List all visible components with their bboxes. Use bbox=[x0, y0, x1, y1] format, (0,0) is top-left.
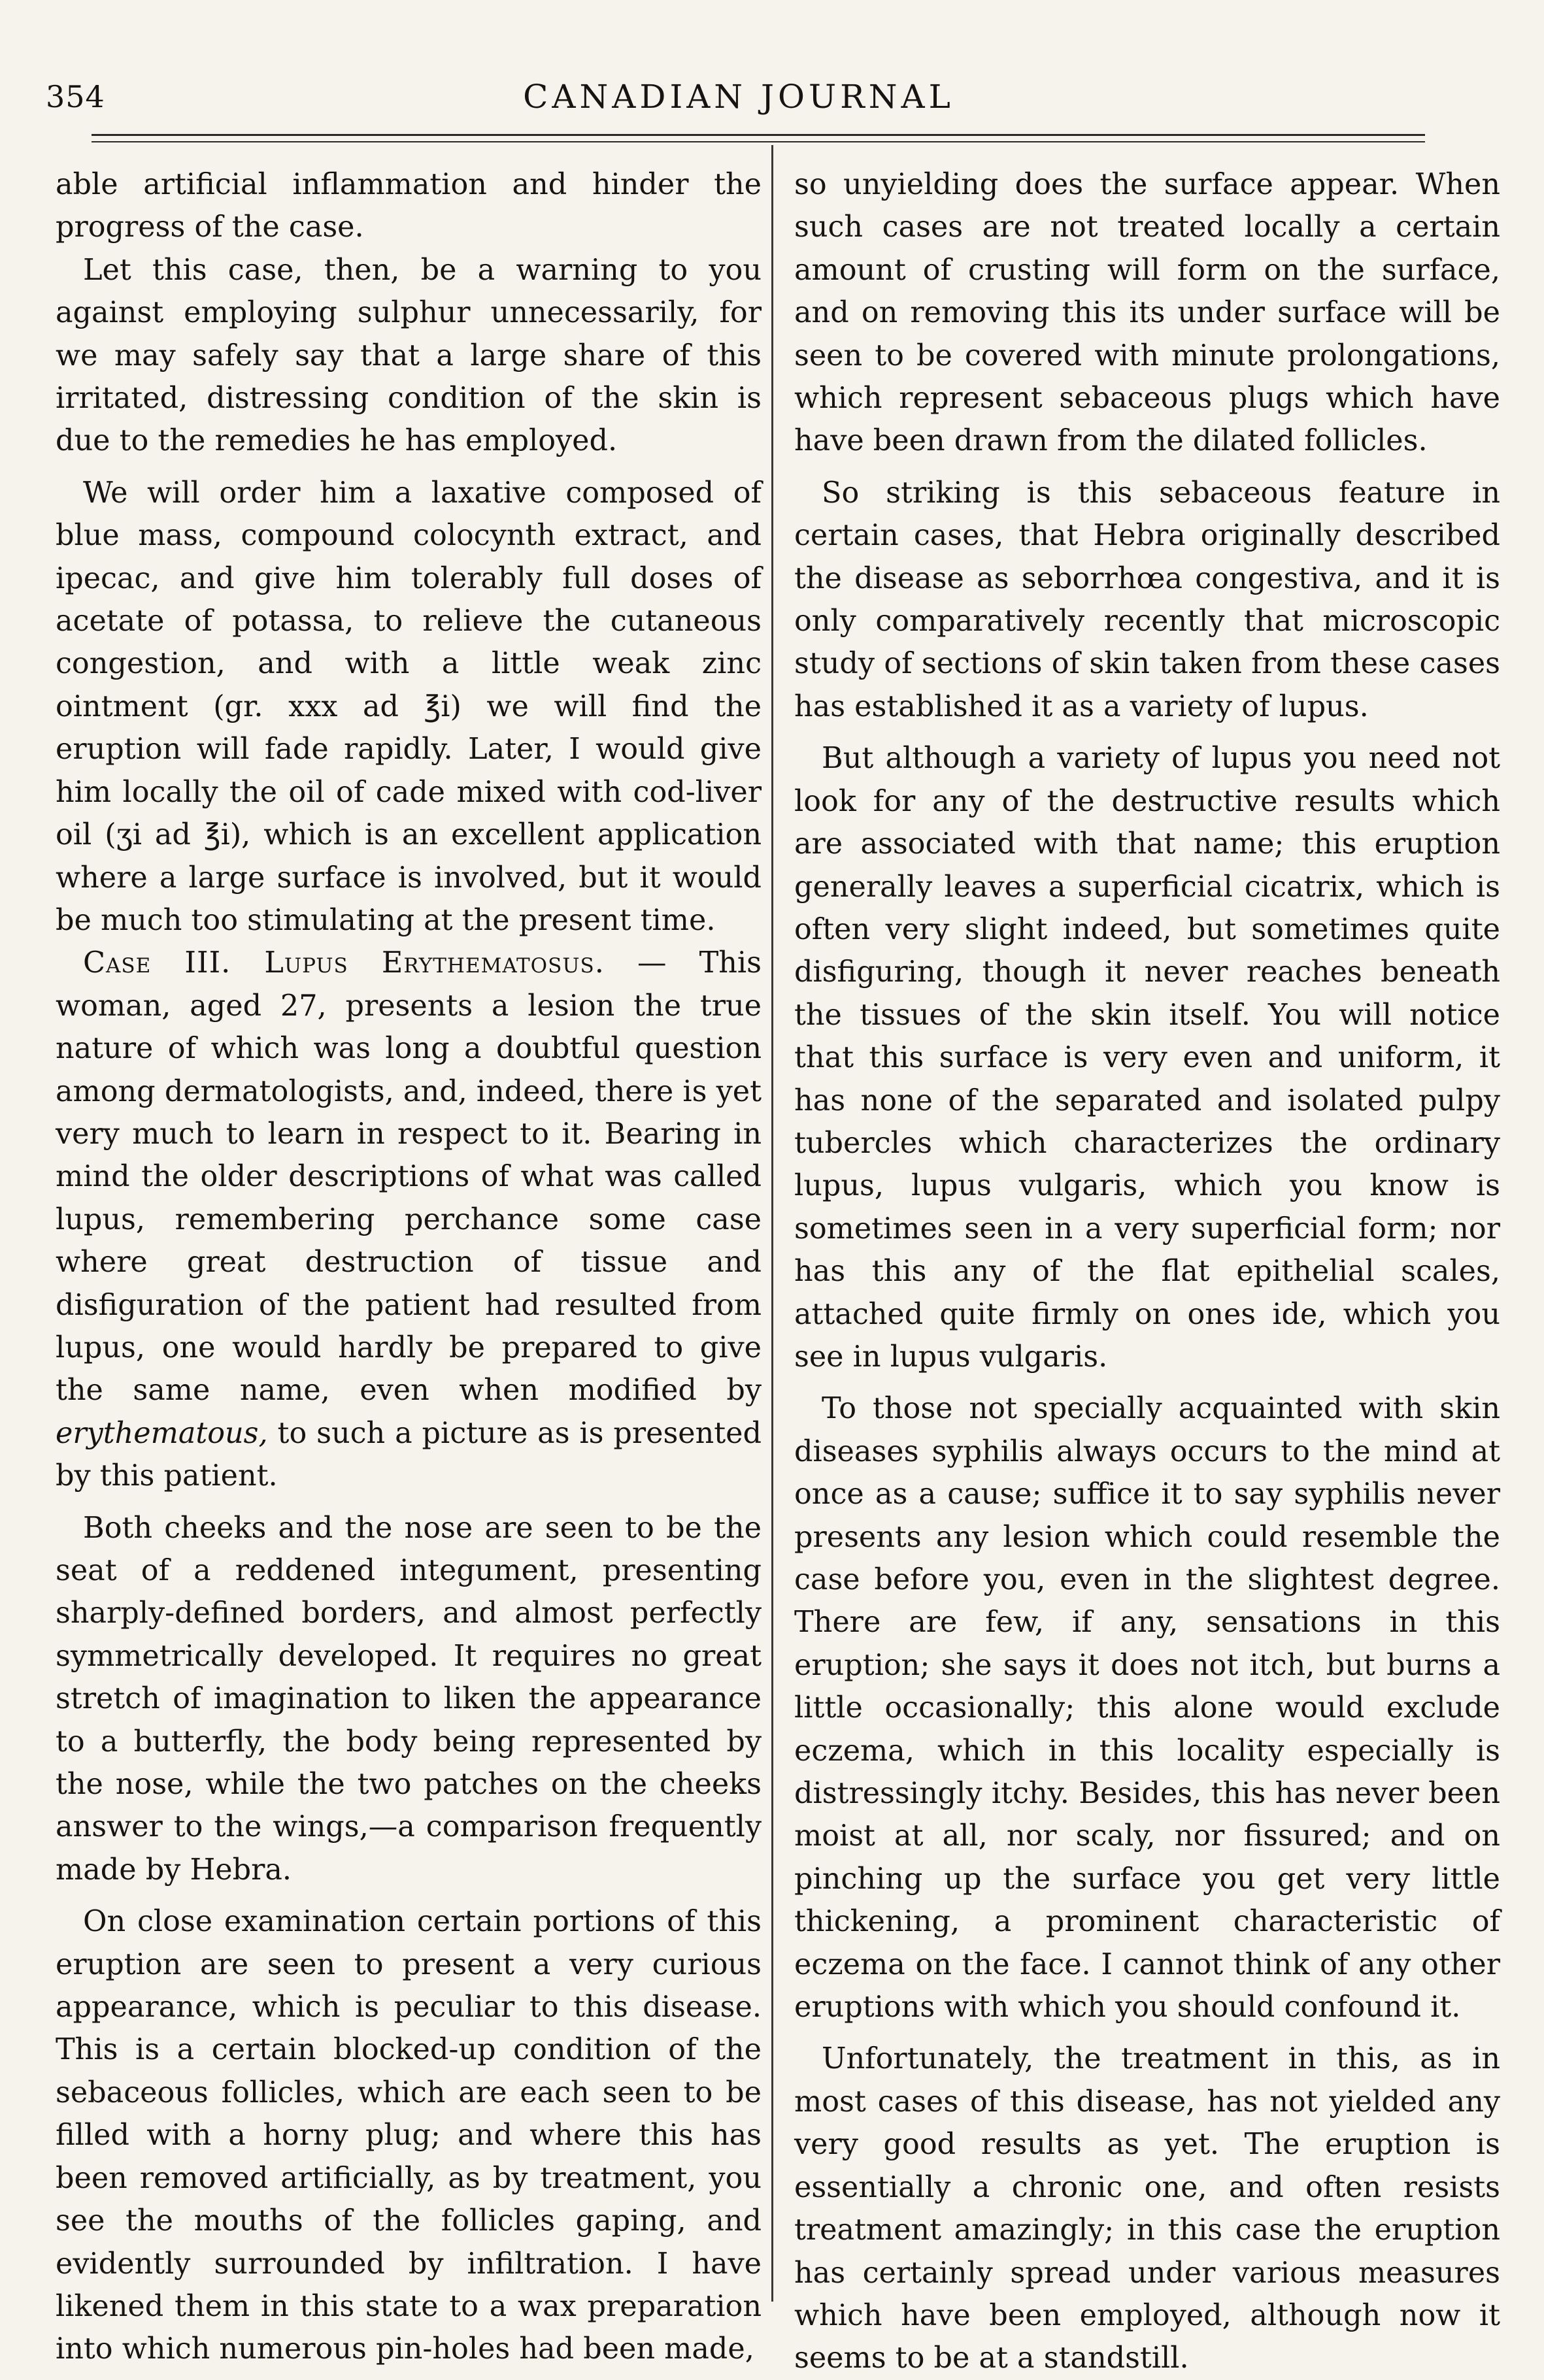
right-paragraph-1: so unyielding does the surface appear. When such cases are not treated locally a certain amount of crusting will form on the surface, and on removing this its under surface will be seen to be covered with minute prolongations, which represent sebaceous plugs which have have been drawn from the dilated follicles. bbox=[794, 168, 1500, 458]
case-italic-term: erythematous, bbox=[56, 1416, 268, 1450]
left-column bbox=[56, 163, 762, 2371]
left-paragraph-5: Both cheeks and the nose are seen to be the seat of a reddened integument, presenting sharply-defined borders, and almost perfectly symmetrically developed. It requires no great stretch of imagination to liken the appearance to a butterfly, the body being represented by the nose, while the two patches on the cheeks answer to the wings,—a comparison frequently made by Hebra. bbox=[56, 1511, 762, 1887]
case-heading: Case III. Lupus Erythematosus. bbox=[83, 946, 605, 980]
left-paragraph-4 bbox=[56, 942, 762, 1497]
header-rule-top bbox=[92, 134, 1425, 136]
right-paragraph-3: But although a variety of lupus you need not look for any of the destructive results which are associated with that name; this eruption generally leaves a superficial cicatrix, which is often very slight indeed, but sometimes quite disfiguring, though it never reaches beneath the tissues of the skin itself. You will notice that this surface is very even and uniform, it has none of the separated and isolated pulpy tubercles which characterizes the ordinary lupus, lupus vulgaris, which you know is sometimes seen in a very superficial form; nor has this any of the flat epithelial scales, attached quite firmly on ones ide, which you see in lupus vulgaris. bbox=[794, 742, 1500, 1374]
left-paragraph-1: able artificial inflammation and hinder the progress of the case. bbox=[56, 168, 762, 244]
page-header bbox=[46, 69, 1432, 127]
left-paragraph-2: Let this case, then, be a warning to you against employing sulphur unnecessarily, for we may safely say that a large share of this irritated, distressing condition of the skin is due to the remedies he has employed. bbox=[56, 253, 762, 458]
right-paragraph-4: To those not specially acquainted with skin diseases syphilis always occurs to the mind at once as a cause; suffice it to say syphilis never presents any lesion which could resemble the case before you, even in the slightest degree. There are few, if any, sensations in this eruption; she says it does not itch, but burns a little occasionally; this alone would exclude eczema, which in this locality especially is distressingly itchy. Besides, this has never been moist at all, nor scaly, nor fissured; and on pinching up the surface you get very little thickening, a prominent characteristic of eczema on the face. I cannot think of any other eruptions with which you should confound it. bbox=[794, 1392, 1500, 2025]
left-paragraph-3: We will order him a laxative composed of blue mass, compound colocynth extract, and ipecac, and give him tolerably full doses of acetate of potassa, to relieve the cutaneous congestion, and with a little weak zinc ointment (gr. xxx ad ℥i) we will find the eruption will fade rapidly. Later, I would give him locally the oil of cade mixed with cod-liver oil (ʒi ad ℥i), which is an excellent application where a large surface is involved, but it would be much too stimulating at the present time. bbox=[56, 476, 762, 937]
left-paragraph-6: On close examination certain portions of this eruption are seen to present a very curious appearance, which is peculiar to this disease. This is a certain blocked-up condition of the sebaceous follicles, which are each seen to be filled with a horny plug; and where this has been removed artificially, as by treatment, you see the mouths of the follicles gaping, and evidently surrounded by infiltration. I have likened them in this state to a wax preparation into which numerous pin-holes had been made, bbox=[56, 1905, 762, 2366]
column-divider bbox=[771, 145, 773, 2302]
header-rule-bottom bbox=[92, 141, 1425, 142]
case-text: — This woman, aged 27, presents a lesion the true nature of which was long a doubtful question among dermatologists, and, indeed, there is yet very much to learn in respect to it. Bearing in mind the older descriptions of what was called lupus, remembering perchance some case where great destruction of tissue and disfiguration of the patient had resulted from lupus, one would hardly be prepared to give the same name, even when modified by bbox=[56, 946, 762, 1408]
right-paragraph-5: Unfortunately, the treatment in this, as in most cases of this disease, has not yielded any very good results as yet. The eruption is essentially a chronic one, and often resists treatment amazingly; in this case the eruption has certainly spread under various measures which have been employed, although now it seems to be at a standstill. bbox=[794, 2042, 1500, 2375]
page-number: 354 bbox=[46, 79, 105, 114]
case-text-tail: to such a picture as is presented by this patient. bbox=[56, 1416, 762, 1493]
right-paragraph-2: So striking is this sebaceous feature in certain cases, that Hebra originally described the disease as seborrhœa congestiva, and it is only comparatively recently that microscopic study of sections of skin taken from these cases has established it as a variety of lupus. bbox=[794, 476, 1500, 723]
running-head: CANADIAN JOURNAL bbox=[523, 78, 954, 116]
right-column bbox=[794, 163, 1500, 2380]
